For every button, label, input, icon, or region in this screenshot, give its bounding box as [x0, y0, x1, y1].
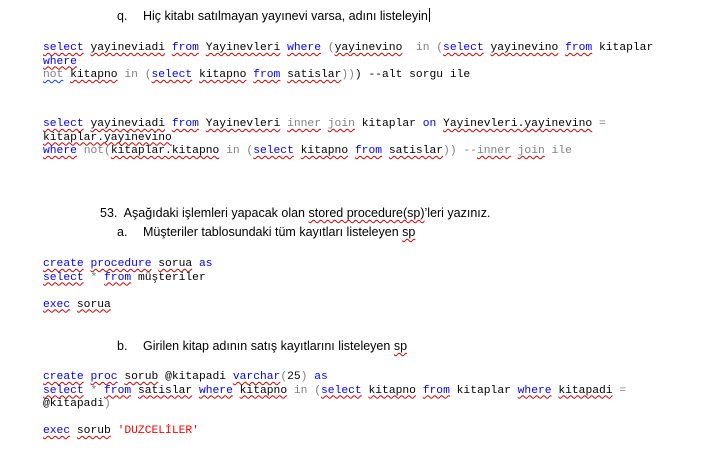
code-token: create [43, 371, 84, 383]
code-token: kitaplar [599, 42, 654, 54]
code-token: ’leri yazınız. [424, 206, 491, 220]
question-q [117, 8, 430, 23]
code-token: sp [393, 339, 408, 353]
list-marker: b. [117, 339, 128, 353]
code-token: yayinevino [490, 42, 559, 54]
code-token: kitaplar [456, 384, 511, 397]
code-token: where [517, 384, 552, 397]
question-a [117, 225, 415, 239]
code-token: exec [43, 425, 71, 437]
question-number: 53. [100, 206, 118, 220]
code-token: yayineviadi [90, 118, 166, 130]
code-token: as [314, 371, 328, 383]
code-token: 'DUZCELİLER' [117, 425, 199, 437]
code-token: as [198, 258, 213, 270]
sql-block-subquery [43, 42, 653, 83]
code-token: from [253, 69, 281, 81]
sql-block-sorub [43, 371, 626, 439]
code-token: sorub [124, 371, 159, 383]
code-token: ( [280, 371, 288, 383]
code-token: sorub [76, 425, 111, 437]
code-token: from [171, 42, 199, 54]
code-token: kitapno [70, 69, 118, 81]
question-text: Hiç kitabı satılmayan yayınevi varsa, adını listeleyin [143, 9, 428, 23]
code-token: join [517, 145, 545, 157]
code-token: inner [287, 118, 321, 130]
code-token: ) [300, 371, 308, 383]
code-token: kitaplar.yayinevino [43, 131, 172, 144]
code-token: müşteriler [137, 271, 206, 284]
code-token: kitapno [198, 69, 247, 81]
code-token: kitapadi [558, 384, 613, 397]
code-token: from [422, 384, 450, 397]
code-token: Müşteriler tablosundaki tüm kayıtları listeleyen [143, 225, 399, 239]
question-b [117, 339, 407, 353]
code-token: = [619, 384, 627, 397]
code-token: from [104, 271, 132, 284]
code-token: where [43, 145, 77, 157]
code-token: ( [436, 42, 444, 54]
code-token: select [43, 271, 84, 284]
code-token: sorua [76, 298, 111, 311]
sql-block-sorua [43, 258, 213, 312]
code-token: kitapno [239, 384, 288, 397]
code-token: yayineviadi [90, 42, 166, 54]
code-token: on [422, 118, 437, 130]
code-token: ile [551, 145, 572, 157]
code-token: Yayinevleri [205, 42, 281, 54]
code-token: Yayinevleri [205, 118, 281, 130]
code-token: select [443, 42, 484, 54]
code-token: not [43, 69, 64, 81]
question-53 [100, 206, 491, 220]
code-token: Aşağıdaki işlemleri yapacak olan [123, 206, 305, 220]
code-token: from [104, 384, 132, 397]
code-token: varchar [232, 371, 281, 383]
code-token: ( [104, 145, 111, 157]
code-token: yayinevino [334, 42, 403, 54]
code-token: in [226, 145, 240, 157]
code-token: satislar [137, 384, 193, 397]
code-token: ( [327, 42, 335, 54]
code-token: Yayinevleri.yayinevino [443, 118, 593, 130]
code-token: kitaplar [361, 118, 416, 130]
code-token: from [354, 145, 383, 157]
code-token: from [565, 42, 593, 54]
code-token: where [287, 42, 321, 54]
code-token: create [43, 258, 84, 270]
code-token: inner [476, 145, 511, 157]
code-token: ) --alt sorgu ile [354, 69, 471, 81]
code-token: sorua [158, 258, 193, 270]
code-token: satislar [287, 69, 342, 81]
code-token: Girilen kitap adının satış kayıtlarını listeleyen [143, 339, 391, 353]
code-token: ) [104, 398, 111, 410]
code-token: )) [443, 145, 457, 157]
code-token: ( [314, 384, 322, 397]
code-token: where [198, 384, 233, 397]
code-token: kitaplar.kitapno [110, 145, 220, 157]
code-token: where [43, 55, 77, 68]
code-token: satislar [388, 145, 444, 157]
code-token: in [124, 69, 138, 81]
code-token: join [327, 118, 355, 130]
code-token: procedure [90, 258, 152, 270]
code-token: @kitapadi [43, 398, 105, 410]
code-token: * [90, 271, 98, 284]
text-cursor [429, 8, 430, 22]
code-token: )) [341, 69, 355, 81]
code-token: * [90, 384, 98, 397]
code-token: -- [463, 145, 477, 157]
code-token: select [151, 69, 193, 81]
code-token: select [321, 384, 362, 397]
code-token: sp [402, 225, 416, 239]
code-token: in [415, 42, 430, 54]
sql-block-join [43, 118, 606, 159]
code-token: select [43, 42, 84, 54]
code-token: kitapno [368, 384, 416, 397]
code-token: ( [246, 145, 254, 157]
code-token: = [598, 118, 606, 130]
code-token: exec [43, 298, 71, 311]
code-token: select [253, 145, 294, 157]
code-token: select [43, 118, 84, 130]
code-token: ( [144, 69, 152, 81]
code-token: 25 [287, 371, 301, 383]
list-marker: q. [117, 9, 128, 23]
code-token: select [43, 384, 84, 397]
code-token: proc [90, 371, 118, 383]
code-token: from [171, 118, 199, 130]
code-token: not [83, 145, 105, 157]
list-marker: a. [117, 225, 128, 239]
code-token: @kitapadi [165, 371, 227, 383]
stored-procedure-term: stored procedure(sp) [308, 206, 425, 220]
code-token: kitapno [300, 145, 349, 157]
code-token: in [293, 384, 308, 397]
